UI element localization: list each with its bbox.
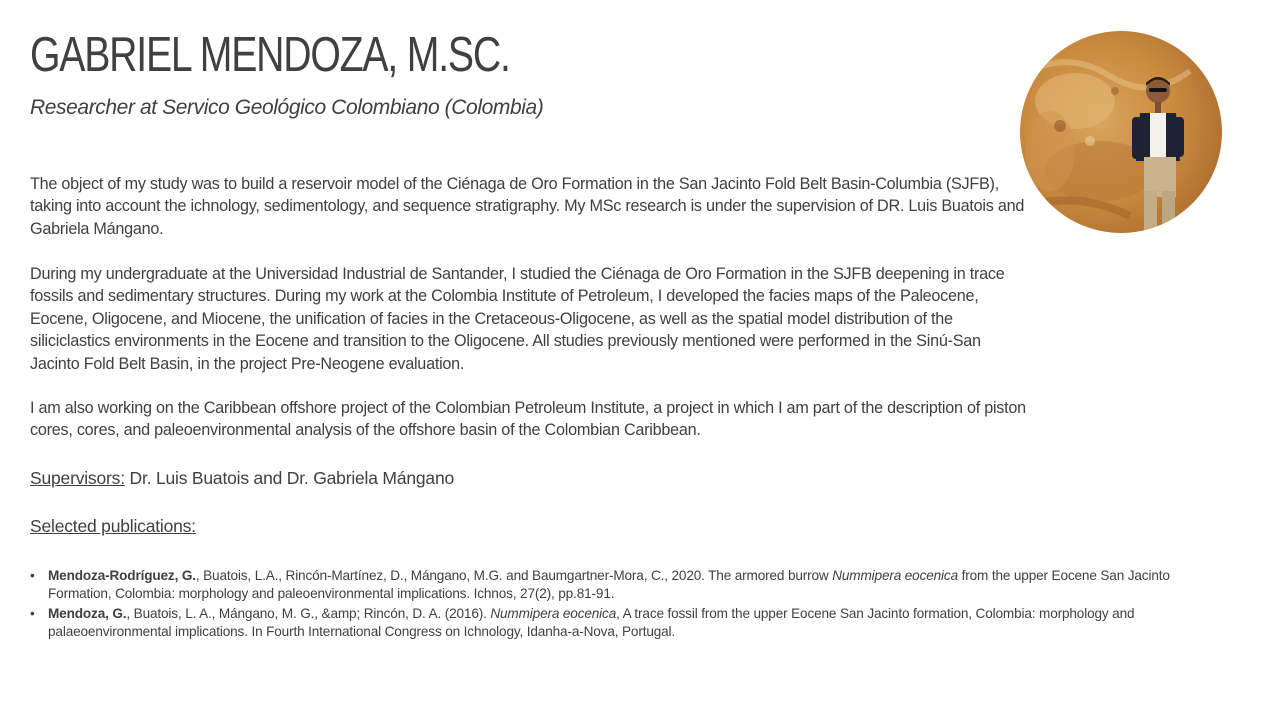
supervisors-label: Supervisors:: [30, 468, 125, 488]
intro-paragraph: The object of my study was to build a reservoir model of the Ciénaga de Oro Formation in the San Jacinto Fold Belt Basin-Columbia (SJFB), taking into account the ichnology, sedimentology, and sequence stratigraphy. My MSc research is under the supervision of DR. Luis Buatois and Gabriela Mángano.: [30, 175, 1025, 238]
publication-text: , Buatois, L. A., Mángano, M. G., &amp; Rincón, D. A. (2016).: [126, 606, 491, 621]
supervisors-line: [30, 466, 454, 490]
publication-species: Nummipera eocenica: [832, 568, 958, 583]
publication-text: from the upper Eocene San Jacinto Formation, Colombia: morphology and paleoenvironmental implications. Ichnos, 27(2), pp.81-91.: [48, 568, 1170, 601]
current-work-paragraph: I am also working on the Caribbean offshore project of the Colombian Petroleum Institute, a project in which I am part of the description of piston cores, cores, and paleoenvironmental analysis of the offshore basin of the Colombian Caribbean.: [30, 399, 1026, 440]
background-paragraph: During my undergraduate at the Universidad Industrial de Santander, I studied the Ciénaga de Oro Formation in the SJFB deepening in trace fossils and sedimentary structures. During my work at the Colombia Institute of Petroleum, I developed the facies maps of the Paleocene, Eocene, Oligocene, and Miocene, the unification of facies in the Cretaceous-Oligocene, as well as the spatial model distribution of the siliciclastics environments in the Eocene and transition to the Oligocene. All studies previously mentioned were performed in the Sinú-San Jacinto Fold Belt Basin, in the project Pre-Neogene evaluation.: [30, 265, 1005, 373]
person-name: GABRIEL MENDOZA, M.SC.: [30, 28, 510, 82]
profile-photo: [1020, 31, 1222, 233]
publication-author: Mendoza-Rodríguez, G.: [48, 568, 196, 583]
publication-author: Mendoza, G.: [48, 606, 127, 621]
person-role: Researcher at Servico Geológico Colombiano (Colombia): [30, 96, 544, 119]
supervisors-names: Dr. Luis Buatois and Dr. Gabriela Mángano: [124, 468, 455, 488]
publication-text: , Buatois, L.A., Rincón-Martínez, D., Mángano, M.G. and Baumgartner-Mora, C., 2020. The armored burrow: [195, 568, 833, 583]
bullet-icon: •: [30, 568, 35, 583]
publications-list: [30, 567, 1220, 643]
publications-heading: Selected publications:: [30, 516, 196, 536]
publication-item: [30, 605, 1220, 641]
publication-text: , A trace fossil from the upper Eocene San Jacinto formation, Colombia: morphology and palaeoenvironmental implications. In Fourth International Congress on Ichnology, Idanha-a-Nova, Portugal.: [48, 606, 1135, 639]
publication-item: [30, 567, 1220, 603]
publication-species: Nummipera eocenica: [490, 606, 617, 621]
bullet-icon: •: [30, 606, 35, 621]
